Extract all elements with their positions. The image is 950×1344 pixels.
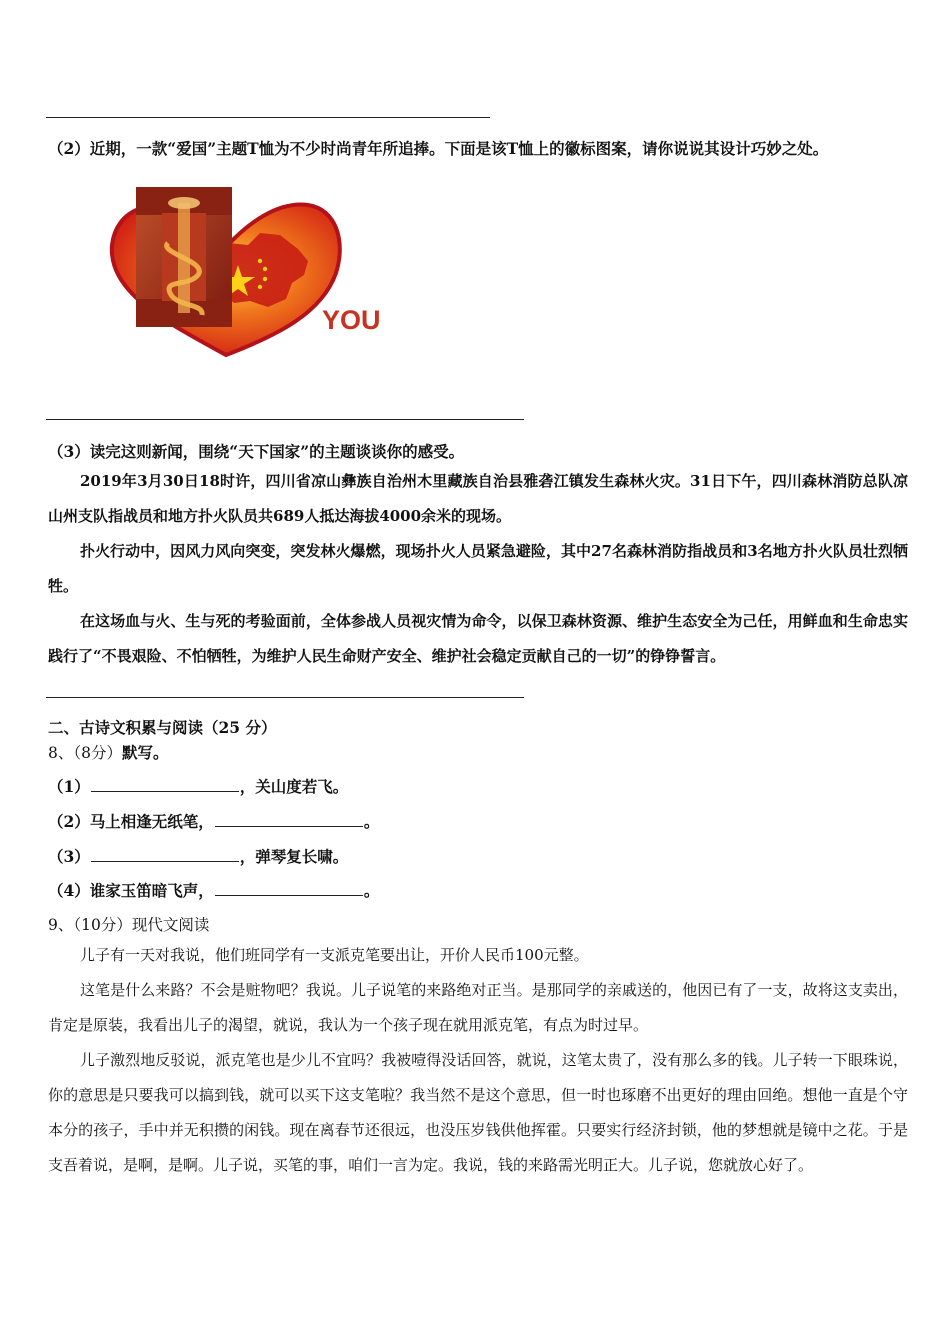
question-8-title: 默写。 xyxy=(121,743,169,762)
item-suffix: 。 xyxy=(363,881,380,900)
answer-line-1 xyxy=(46,117,490,118)
item-suffix: ，关山度若飞。 xyxy=(239,777,349,796)
fill-blank[interactable] xyxy=(91,847,239,862)
question-8-label: 8、（8分） xyxy=(48,744,122,762)
fill-blank[interactable] xyxy=(215,812,363,827)
news-paragraph-2: 扑火行动中，因风力风向突变，突发林火爆燃，现场扑火人员紧急避险，其中27名森林消防指战员和3名地方扑火队员壮烈牺牲。 xyxy=(48,542,908,595)
answer-line-2 xyxy=(46,419,524,420)
question-8-header xyxy=(48,741,169,763)
item-number: （2） xyxy=(48,812,90,831)
news-paragraph-1: 2019年3月30日18时许，四川省凉山彝族自治州木里藏族自治县雅砻江镇发生森林火灾。31日下午，四川森林消防总队凉山州支队指战员和地方扑火队员共689人抵达海拔4000余米的现场。 xyxy=(48,472,908,525)
dictation-item-1 xyxy=(48,775,348,797)
story-paragraph-2: 这笔是什么来路？不会是赃物吧？我说。儿子说笔的来路绝对正当。是那同学的亲戚送的，他因已有了一支，故将这支卖出，肯定是原装，我看出儿子的渴望，就说，我认为一个孩子现在就用派克笔，有点为时过早。 xyxy=(48,981,908,1034)
news-paragraph-3: 在这场血与火、生与死的考验面前，全体参战人员视灾情为命令，以保卫森林资源、维护生态安全为己任，用鲜血和生命忠实践行了“不畏艰险、不怕牺牲，为维护人民生命财产安全、维护社会稳定贡献自己的一切”的铮铮誓言。 xyxy=(48,612,908,665)
question-3-text: （3）读完这则新闻，围绕“天下国家”的主题谈谈你的感受。 xyxy=(48,442,465,461)
i-love-china-logo xyxy=(108,183,408,363)
item-suffix: ，弹琴复长啸。 xyxy=(239,847,349,866)
question-9-label: 9、（10分）现代文阅读 xyxy=(48,916,210,934)
section-2-heading: 二、古诗文积累与阅读（25 分） xyxy=(48,718,277,737)
fill-blank[interactable] xyxy=(91,777,239,792)
dictation-item-3 xyxy=(48,845,348,867)
question-2-text: （2）近期，一款“爱国”主题T恤为不少时尚青年所追捧。下面是该T恤上的徽标图案，请你说说其设计巧妙之处。 xyxy=(48,139,829,158)
logo-word: YOU xyxy=(322,305,381,335)
answer-line-3 xyxy=(46,697,524,698)
logo-graphic xyxy=(108,183,408,363)
item-prefix: 马上相逢无纸笔， xyxy=(89,812,214,831)
dictation-item-2 xyxy=(48,810,379,832)
story-paragraph-1: 儿子有一天对我说，他们班同学有一支派克笔要出让，开价人民币100元整。 xyxy=(80,946,589,964)
dictation-item-4 xyxy=(48,879,379,901)
fill-blank[interactable] xyxy=(215,881,363,896)
item-suffix: 。 xyxy=(363,812,380,831)
item-prefix: 谁家玉笛暗飞声， xyxy=(89,881,214,900)
story-paragraph-3: 儿子激烈地反驳说，派克笔也是少儿不宜吗？我被噎得没话回答，就说，这笔太贵了，没有那么多的钱。儿子转一下眼珠说，你的意思是只要我可以搞到钱，就可以买下这支笔啦？我当然不是这个意思，但一时也琢磨不出更好的理由回绝。想他一直是个守本分的孩子，手中并无积攒的闲钱。现在离春节还很远，也没压岁钱供他挥霍。只要实行经济封锁，他的梦想就是镜中之花。于是支吾着说，是啊，是啊。儿子说，买笔的事，咱们一言为定。我说，钱的来路需光明正大。儿子说，您就放心好了。 xyxy=(48,1051,908,1174)
item-number: （3） xyxy=(48,847,90,866)
item-number: （1） xyxy=(48,777,90,796)
item-number: （4） xyxy=(48,881,90,900)
